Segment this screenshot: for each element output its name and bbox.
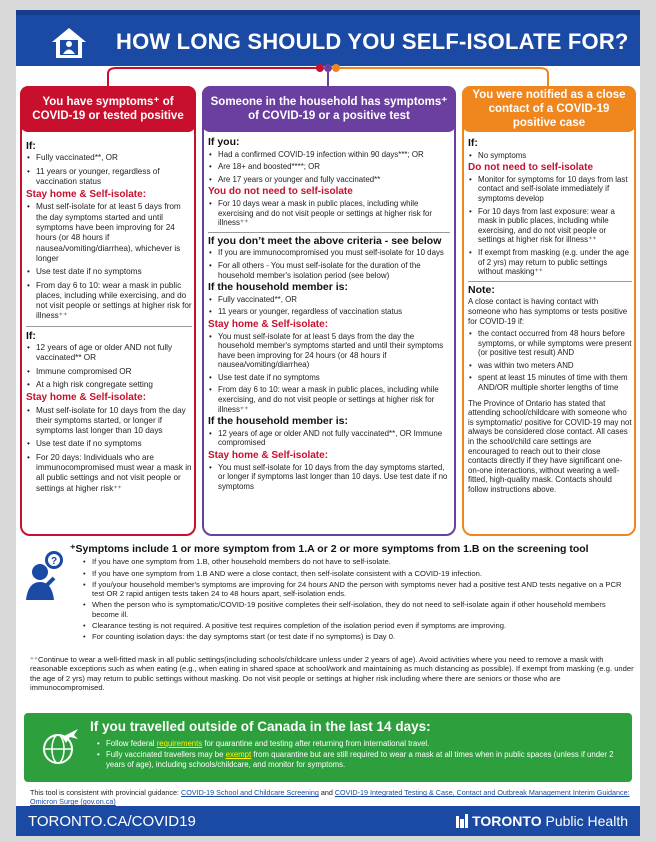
travel-text: from quarantine but are still required to wear a mask at all times when in public spaces (unless if under 2 years of age), including schools/childcare, and monitor for symptoms. — [106, 750, 614, 769]
divider — [26, 326, 192, 327]
col1-if2: If: — [26, 329, 36, 342]
toronto-public-health-logo — [456, 813, 628, 829]
list-item: • Use test date if no symptoms — [208, 373, 450, 383]
travel-text: for quarantine and testing after returning from international travel. — [202, 739, 430, 748]
col3-note: Note: — [468, 283, 495, 296]
guidance-and: and — [318, 788, 335, 797]
column2-heading: Someone in the household has symptoms⁺ of COVID-19 or a positive test — [202, 86, 456, 132]
list-item: • Immune compromised OR — [26, 367, 192, 377]
list-item: • 11 years or younger, regardless of vaccination status — [26, 167, 192, 188]
travel-text: Fully vaccinated travellers may be — [106, 750, 226, 760]
list-item: • Must self-isolate for at least 5 days from the day symptoms started and until symptoms have been improving for 24 hours (or 48 hours if nausea/vomiting/diarrhea), whichever is longer — [26, 202, 192, 264]
list-item: • Use test date if no symptoms — [26, 267, 192, 277]
travel-box — [24, 713, 632, 782]
list-item: • 12 years of age or older AND not fully vaccinated**, OR Immune compromised — [208, 429, 450, 448]
column3-body — [468, 136, 632, 498]
guidance-prefix: This tool is consistent with provincial guidance: — [30, 788, 182, 797]
travel-text: Follow federal — [106, 739, 157, 748]
travel-item — [96, 739, 624, 748]
list-item: • For counting isolation days: the day symptoms start (or test date if no symptoms) is Day 0. — [82, 632, 630, 641]
page-title: HOW LONG SHOULD YOU SELF-ISOLATE FOR? — [116, 29, 629, 54]
list-item: • When the person who is symptomatic/COVID-19 positive completes their self-isolation, they do not need to self-isolate again if other household members become ill. — [82, 600, 630, 619]
footer-url[interactable]: TORONTO.CA/COVID19 — [28, 813, 196, 830]
list-item: • From day 6 to 10: wear a mask in public places, including while exercising, and do not visit people or settings at higher risk for illness⁺⁺ — [26, 281, 192, 322]
col3-if1: If: — [468, 137, 478, 149]
column1-body — [26, 138, 192, 497]
col1-if1: If: — [26, 140, 36, 152]
city-hall-icon — [456, 814, 468, 828]
list-item: • Are 18+ and boosted****; OR — [208, 162, 450, 172]
list-item: • If you have one symptom from 1.B AND were a close contact, then self-isolate consistent with a COVID-19 infection. — [82, 569, 630, 578]
col2-stay2: Stay home & Self-isolate: — [208, 450, 329, 462]
guidance-text — [30, 788, 634, 806]
globe-plane-icon — [40, 727, 80, 767]
divider — [468, 281, 632, 282]
col2-no-isolate: You do not need to self-isolate — [208, 186, 353, 198]
list-item: • 12 years of age or older AND not fully vaccinated** OR — [26, 343, 192, 364]
list-item: • You must self-isolate for at least 5 days from the day the household member's symptoms started and until their symptoms have been improving for 24 hours (or 48 hours if nausea/vomiting/diarrhea) — [208, 332, 450, 370]
list-item: • If you/your household member's symptoms are improving for 24 hours AND the person with symptoms never had a positive test AND tests negative on a PCR test OR 2 rapid antigen tests taken 24 to 48 hours apart, self-isolation ends. — [82, 580, 630, 599]
list-item: • At a high risk congregate setting — [26, 380, 192, 390]
list-item: • If you have one symptom from 1.B, other household members do not have to self-isolate. — [82, 557, 630, 566]
travel-heading: If you travelled outside of Canada in the last 14 days: — [90, 719, 431, 734]
mask-footnote: ⁺⁺Continue to wear a well-fitted mask in all public settings(including schools/childcare unless under 2 years of age). Avoid activities where you need to remove a mask with reasonable exceptions such as when eating (e.g., when eating in shared space at school/work and maintaining as much distancing as possible). If exempt from masking (e.g. under the age of 2 yrs) may return to public settings without masking. Do not visit people or settings at higher risk including where there are seniors or those who are immunocompromised. — [30, 655, 634, 692]
col3-school-text: The Province of Ontario has stated that attending school/childcare with someone who is symptomatic/ positive for COVID-19 may not always be considered close contact. All cases in the school/child care settings are encouraged to reach out to their close contacts directly if they have significant one-on-one interactions, without wearing a well-fitted, high-quality mask. Contacts should follow instructions above. — [468, 398, 632, 494]
col1-stay2: Stay home & Self-isolate: — [26, 392, 147, 404]
list-item: • 11 years or younger, regardless of vaccination status — [208, 307, 450, 317]
svg-text:?: ? — [51, 556, 58, 567]
list-item: • For 20 days: Individuals who are immunocompromised must wear a mask in all public settings and not visit people or settings at higher risk⁺⁺ — [26, 453, 192, 494]
travel-item — [96, 750, 624, 769]
col1-stay1: Stay home & Self-isolate: — [26, 189, 147, 201]
list-item: • If exempt from masking (e.g. under the age of 2 yrs) may return to public settings without masking⁺⁺ — [468, 248, 632, 277]
col2-member1: If the household member is: — [208, 281, 349, 294]
col3-note-text: A close contact is having contact with someone who has symptoms or tests positive for COVID-19 if: — [468, 297, 628, 326]
col2-stay1: Stay home & Self-isolate: — [208, 318, 329, 330]
list-item: • Fully vaccinated**, OR — [26, 153, 192, 163]
house-person-icon — [50, 26, 88, 60]
list-item: • Had a confirmed COVID-19 infection within 90 days***; OR — [208, 150, 450, 160]
col2-if1: If you: — [208, 136, 240, 148]
list-item: • For 10 days from last exposure: wear a mask in public places, including while exercising, and do not visit people or settings at higher risk for illness⁺⁺ — [468, 207, 632, 245]
column2-body — [208, 135, 450, 494]
page — [16, 10, 640, 836]
column3-heading: You were notified as a close contact of a COVID-19 positive case — [462, 86, 636, 132]
exempt-link[interactable]: exempt — [225, 750, 252, 760]
list-item: • No symptoms — [468, 151, 632, 161]
list-item: • was within two meters AND — [468, 361, 632, 371]
list-item: • Fully vaccinated**, OR — [208, 295, 450, 305]
list-item: • For all others - You must self-isolate for the duration of the household member's isolation period (see below) — [208, 261, 450, 280]
requirements-link[interactable]: requirements — [156, 739, 203, 748]
symptoms-heading: ⁺Symptoms include 1 or more symptom from 1.A or 2 or more symptoms from 1.B on the screening tool — [70, 543, 589, 555]
symptoms-section — [30, 545, 630, 644]
list-item: • From day 6 to 10: wear a mask in public places, including while exercising, and do not visit people or settings at higher risk for illness⁺⁺ — [208, 385, 450, 414]
divider — [208, 232, 450, 233]
column1-heading: You have symptoms⁺ of COVID-19 or tested positive — [20, 86, 196, 132]
col2-criteria: If you don’t meet the above criteria - see below — [208, 234, 442, 247]
list-item: • If you are immunocompromised you must self-isolate for 10 days — [208, 248, 450, 258]
flow-connector — [16, 58, 640, 88]
col3-no-isolate: Do not need to self-isolate — [468, 162, 594, 174]
list-item: • Are 17 years or younger and fully vaccinated** — [208, 175, 450, 185]
logo-bold: TORONTO — [472, 813, 542, 829]
list-item: • Use test date if no symptoms — [26, 439, 192, 449]
school-screening-link[interactable]: COVID-19 School and Childcare Screening — [181, 788, 319, 797]
logo-rest: Public Health — [541, 813, 628, 829]
list-item: • You must self-isolate for 10 days from the day symptoms started, or longer if symptoms last longer than 10 days. Use test date if no symptoms — [208, 463, 450, 492]
list-item: • For 10 days wear a mask in public places, including while exercising and do not visit people or settings at higher risk for illness⁺⁺ — [208, 199, 450, 228]
list-item: • spent at least 15 minutes of time with them AND/OR multiple shorter lengths of time — [468, 373, 632, 392]
list-item: • Monitor for symptoms for 10 days from last contact and self-isolate immediately if symptoms develop — [468, 175, 632, 204]
footer-bar — [16, 806, 640, 836]
integrated-testing-link[interactable]: COVID-19 Integrated Testing & Case, Contact and Outbreak Management Interim Guidance: Omicron Surge (gov.on.ca) — [30, 788, 630, 806]
list-item: • the contact occurred from 48 hours before symptoms, or while symptoms were present (or positive test result) AND — [468, 329, 632, 358]
col2-member2: If the household member is: — [208, 415, 349, 428]
list-item: • Must self-isolate for 10 days from the day their symptoms started, or longer if symptoms last longer than 10 days — [26, 406, 192, 437]
list-item: • Clearance testing is not required. A positive test requires completion of the isolation period even if symptoms are improving. — [82, 621, 630, 630]
